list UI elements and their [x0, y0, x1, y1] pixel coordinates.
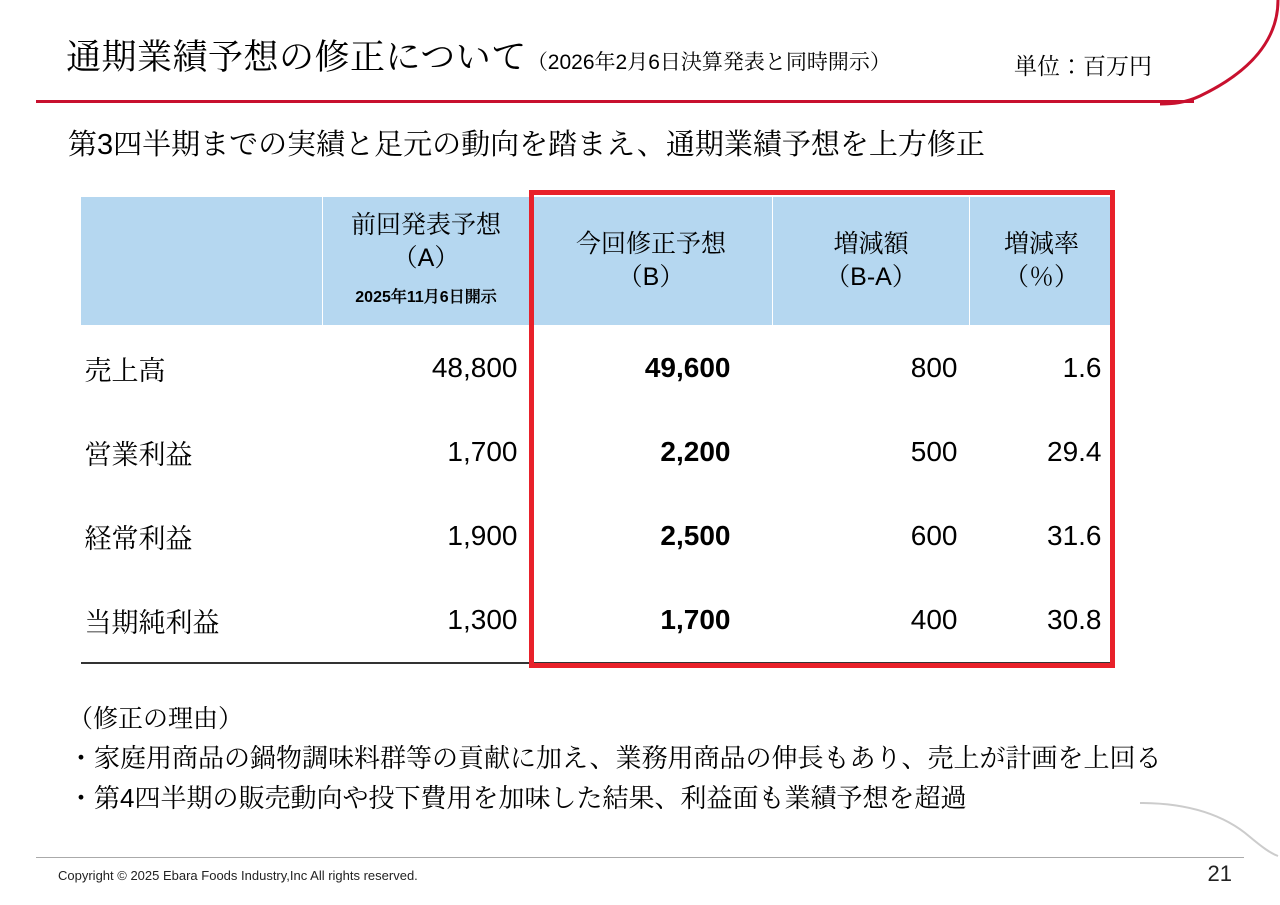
reasons-section [68, 700, 1258, 818]
cell-prev-net-sales: 48,800 [431, 352, 518, 383]
table-header-change-amount [773, 197, 970, 326]
page-title-main: 通期業績予想の修正について [66, 38, 527, 77]
cell-diff-ordinary-income: 600 [910, 520, 958, 551]
copyright-text: Copyright © 2025 Ebara Foods Industry,Inc All rights reserved. [58, 868, 418, 883]
header-line1: 前回発表予想 [350, 210, 501, 239]
cell-revised-net-sales: 49,600 [644, 352, 731, 383]
header-line1: 増減率 [1003, 230, 1079, 258]
table-row [81, 494, 1114, 578]
row-label-net-income: 当期純利益 [81, 578, 323, 663]
lead-text: 第3四半期までの実績と足元の動向を踏まえ、通期業績予想を上方修正 [68, 129, 985, 161]
table-header-prev-forecast [323, 197, 530, 326]
page-title-sub: （2026年2月6日決算発表と同時開示） [526, 51, 891, 74]
cell-diff-net-income: 400 [773, 578, 970, 663]
table-header-blank [81, 197, 323, 326]
cell-rate-operating-income: 29.4 [1047, 436, 1102, 467]
cell-prev-ordinary-income: 1,900 [447, 520, 518, 551]
header-divider [36, 100, 1194, 103]
slide-header [0, 0, 1280, 104]
header-line2: （％） [1003, 263, 1079, 291]
row-label-operating-income: 営業利益 [84, 439, 193, 470]
table-header-row [81, 197, 1114, 326]
header-line2: （A） [392, 243, 460, 272]
footer-swoosh-decoration [1140, 797, 1280, 857]
forecast-table [80, 196, 1114, 664]
row-label-net-sales: 売上高 [84, 355, 166, 386]
table-row [81, 326, 1114, 411]
table-header-change-rate [970, 197, 1114, 326]
header-line2: （B-A） [825, 263, 917, 291]
row-label-ordinary-income: 経常利益 [84, 523, 193, 554]
header-note-disclosure-date: 2025年11月6日開示 [355, 288, 497, 306]
page-number: 21 [1207, 861, 1232, 886]
cell-prev-net-income: 1,300 [323, 578, 530, 663]
table-row [81, 578, 1114, 663]
page-title [66, 38, 891, 83]
cell-diff-operating-income: 500 [910, 436, 958, 467]
header-swoosh-decoration [1160, 0, 1280, 106]
reason-item-1: ・家庭用商品の鍋物調味料群等の貢献に加え、業務用商品の伸長もあり、売上が計画を上回る [68, 743, 1162, 773]
cell-revised-operating-income: 2,200 [660, 436, 731, 467]
cell-rate-net-income: 30.8 [970, 578, 1114, 663]
cell-diff-net-sales: 800 [910, 352, 958, 383]
header-line1: 増減額 [833, 230, 909, 258]
forecast-table-container [80, 196, 1113, 664]
header-line1: 今回修正予想 [575, 230, 726, 258]
cell-revised-net-income: 1,700 [530, 578, 773, 663]
table-header-revised-forecast [530, 197, 773, 326]
cell-prev-operating-income: 1,700 [447, 436, 518, 467]
unit-label: 単位：百万円 [1014, 53, 1152, 79]
table-row [81, 410, 1114, 494]
footer-divider [36, 857, 1244, 858]
cell-rate-ordinary-income: 31.6 [1047, 520, 1102, 551]
reason-item-2: ・第4四半期の販売動向や投下費用を加味した結果、利益面も業績予想を超過 [68, 783, 967, 813]
reasons-heading: （修正の理由） [68, 705, 244, 733]
header-line2: （B） [617, 263, 685, 291]
cell-revised-ordinary-income: 2,500 [660, 520, 731, 551]
cell-rate-net-sales: 1.6 [1062, 352, 1102, 383]
